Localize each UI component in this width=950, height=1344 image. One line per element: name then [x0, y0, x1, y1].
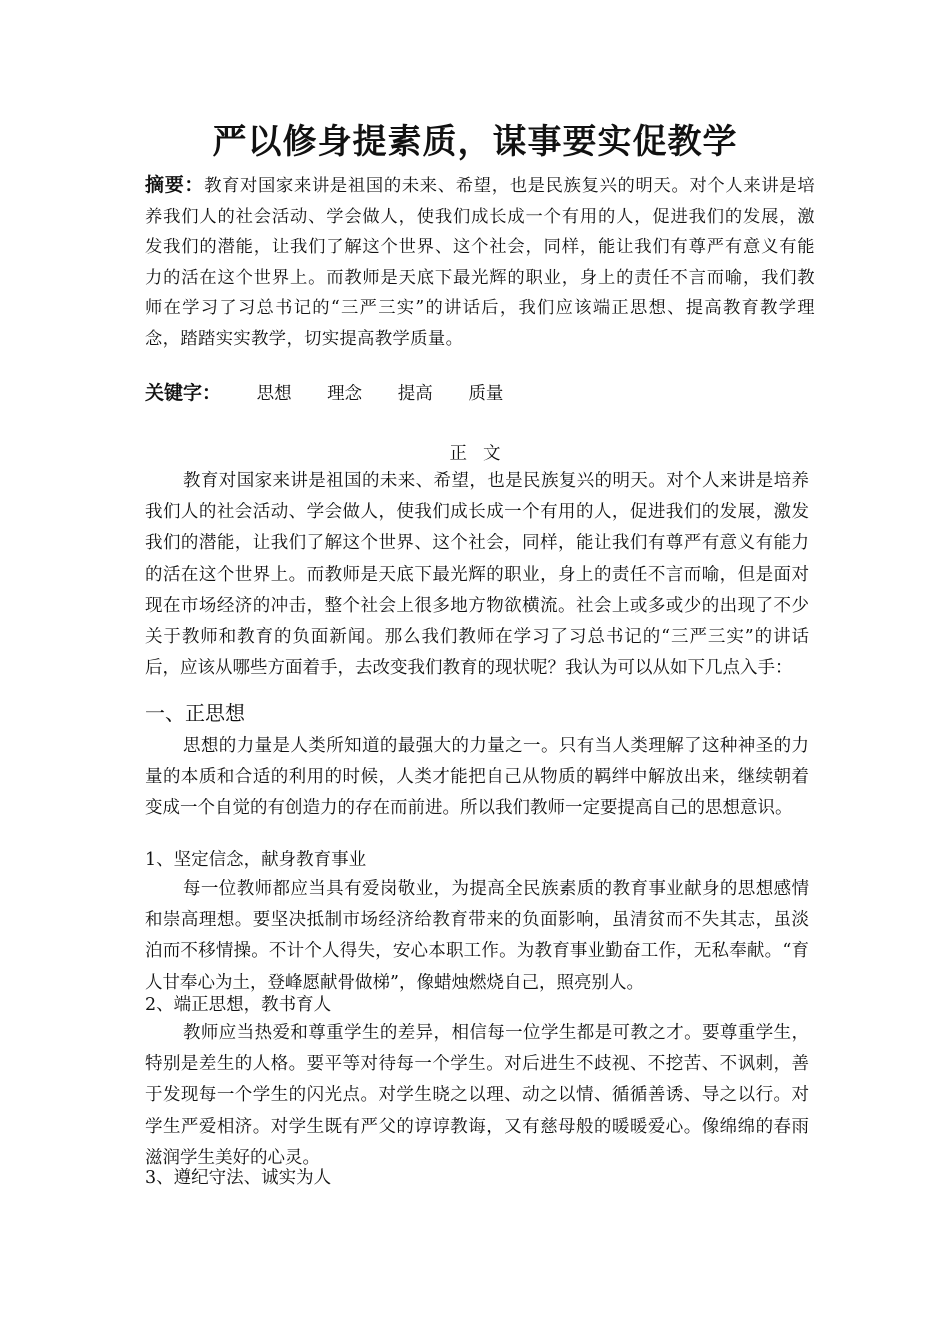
keyword-item: 质量 — [468, 384, 504, 404]
subsection-heading: 1、坚定信念，献身教育事业 — [145, 850, 367, 870]
keywords-label: 关键字： — [145, 382, 222, 404]
intro-paragraph: 教育对国家来讲是祖国的未来、希望，也是民族复兴的明天。对个人来讲是培养我们人的社会活动、学会做人，使我们成长成一个有用的人，促进我们的发展，激发我们的潜能，让我们了解这个世界、这个社会，同样，能让我们有尊严有意义有能力的活在这个世界上。而教师是天底下最光辉的职业，身上的责任不言而喻，但是面对现在市场经济的冲击，整个社会上很多地方物欲横流。社会上或多或少的出现了不少关于教师和教育的负面新闻。那么我们教师在学习了习总书记的“三严三实”的讲话后，应该从哪些方面着手，去改变我们教育的现状呢？我认为可以从如下几点入手： — [145, 471, 809, 679]
section-heading: 一、正思想 — [145, 701, 245, 725]
subsection-heading: 2、端正思想，教书育人 — [145, 995, 332, 1015]
abstract-text: 教育对国家来讲是祖国的未来、希望，也是民族复兴的明天。对个人来讲是培养我们人的社会活动、学会做人，使我们成长成一个有用的人，促进我们的发展，激发我们的潜能，让我们了解这个世界、这个社会，同样，能让我们有尊严有意义有能力的活在这个世界上。而教师是天底下最光辉的职业，身上的责任不言而喻，我们教师在学习了习总书记的“三严三实”的讲话后，我们应该端正思想、提高教育教学理念，踏踏实实教学，切实提高教学质量。 — [145, 176, 815, 349]
keyword-item: 思想 — [256, 384, 292, 404]
abstract — [145, 170, 815, 354]
abstract-label: 摘要： — [145, 174, 205, 196]
subsection-heading: 3、遵纪守法、诚实为人 — [145, 1168, 332, 1188]
body-heading: 正文 — [449, 444, 517, 464]
subsection-paragraph: 每一位教师都应当具有爱岗敬业，为提高全民族素质的教育事业献身的思想感情和崇高理想。要坚决抵制市场经济给教育带来的负面影响，虽清贫而不失其志，虽淡泊而不移情操。不计个人得失，安心本职工作。为教育事业勤奋工作，无私奉献。“育人甘奉心为土，登峰愿献骨做梯”，像蜡烛燃烧自己，照亮别人。 — [145, 879, 809, 993]
keywords — [145, 376, 503, 410]
section-paragraph: 思想的力量是人类所知道的最强大的力量之一。只有当人类理解了这种神圣的力量的本质和合适的利用的时候，人类才能把自己从物质的羁绊中解放出来，继续朝着变成一个自觉的有创造力的存在而前进。所以我们教师一定要提高自己的思想意识。 — [145, 736, 809, 819]
keyword-item: 理念 — [327, 384, 363, 404]
subsection-paragraph: 教师应当热爱和尊重学生的差异，相信每一位学生都是可教之才。要尊重学生，特别是差生的人格。要平等对待每一个学生。对后进生不歧视、不挖苦、不讽刺，善于发现每一个学生的闪光点。对学生晓之以理、动之以情、循循善诱、导之以行。对学生严爱相济。对学生既有严父的谆谆教诲，又有慈母般的暖暖爱心。像绵绵的春雨滋润学生美好的心灵。 — [145, 1023, 809, 1168]
keyword-item: 提高 — [397, 384, 433, 404]
document-title: 严以修身提素质，谋事要实促教学 — [212, 122, 738, 162]
